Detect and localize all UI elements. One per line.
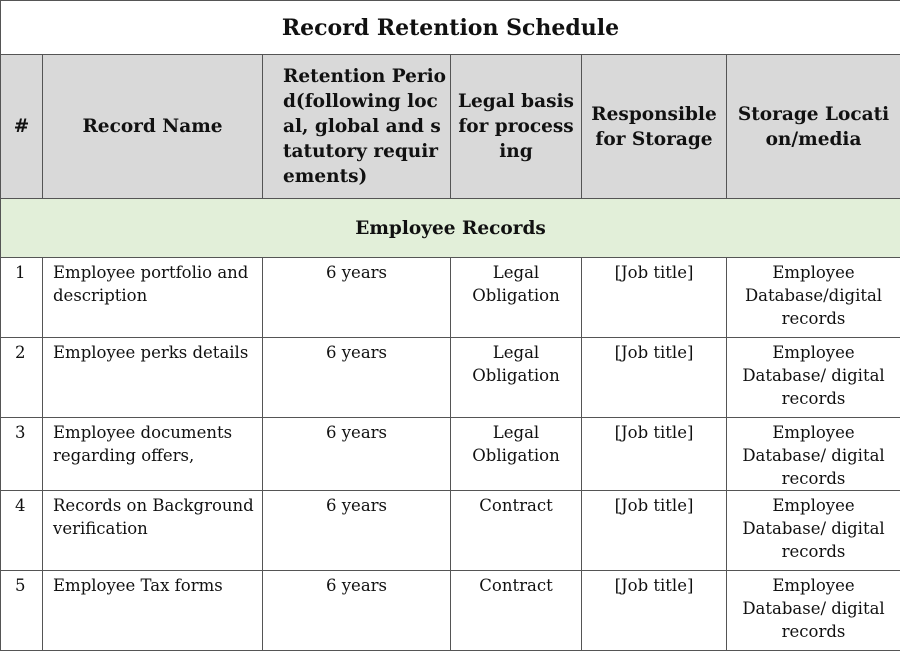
cell-legal-basis: Legal Obligation [451, 338, 582, 418]
cell-responsible: [Job title] [582, 571, 727, 651]
cell-retention: 6 years [263, 571, 451, 651]
cell-number: 2 [1, 338, 43, 418]
cell-storage: Employee Database/ digital records [727, 338, 900, 418]
cell-retention: 6 years [263, 491, 451, 571]
cell-retention: 6 years [263, 338, 451, 418]
cell-responsible: [Job title] [582, 258, 727, 338]
table-row [1, 338, 900, 418]
cell-storage: Employee Database/ digital records [727, 571, 900, 651]
cell-responsible: [Job title] [582, 418, 727, 491]
cell-storage: Employee Database/ digital records [727, 418, 900, 491]
cell-number: 1 [1, 258, 43, 338]
cell-storage: Employee Database/digital records [727, 258, 900, 338]
cell-responsible: [Job title] [582, 338, 727, 418]
cell-retention: 6 years [263, 258, 451, 338]
table-row [1, 571, 900, 651]
cell-record-name: Employee documents regarding offers, [43, 418, 263, 491]
header-legal-basis: Legal basis for processing [451, 55, 582, 199]
cell-record-name: Employee portfolio and description [43, 258, 263, 338]
cell-retention: 6 years [263, 418, 451, 491]
cell-legal-basis: Legal Obligation [451, 418, 582, 491]
header-responsible: Responsible for Storage [582, 55, 727, 199]
header-storage-location: Storage Location/media [727, 55, 900, 199]
cell-number: 4 [1, 491, 43, 571]
cell-number: 5 [1, 571, 43, 651]
table-row [1, 491, 900, 571]
cell-record-name: Employee perks details [43, 338, 263, 418]
header-record-name: Record Name [43, 55, 263, 199]
table-title: Record Retention Schedule [1, 1, 900, 55]
header-row [1, 55, 900, 199]
cell-legal-basis: Contract [451, 571, 582, 651]
cell-record-name: Records on Background verification [43, 491, 263, 571]
table-row [1, 418, 900, 491]
header-retention-period: Retention Period(following local, global and statutory requirements) [263, 55, 451, 199]
cell-number: 3 [1, 418, 43, 491]
section-heading: Employee Records [1, 199, 900, 258]
header-number: # [1, 55, 43, 199]
table-row [1, 258, 900, 338]
cell-storage: Employee Database/ digital records [727, 491, 900, 571]
cell-legal-basis: Legal Obligation [451, 258, 582, 338]
cell-legal-basis: Contract [451, 491, 582, 571]
cell-responsible: [Job title] [582, 491, 727, 571]
cell-record-name: Employee Tax forms [43, 571, 263, 651]
